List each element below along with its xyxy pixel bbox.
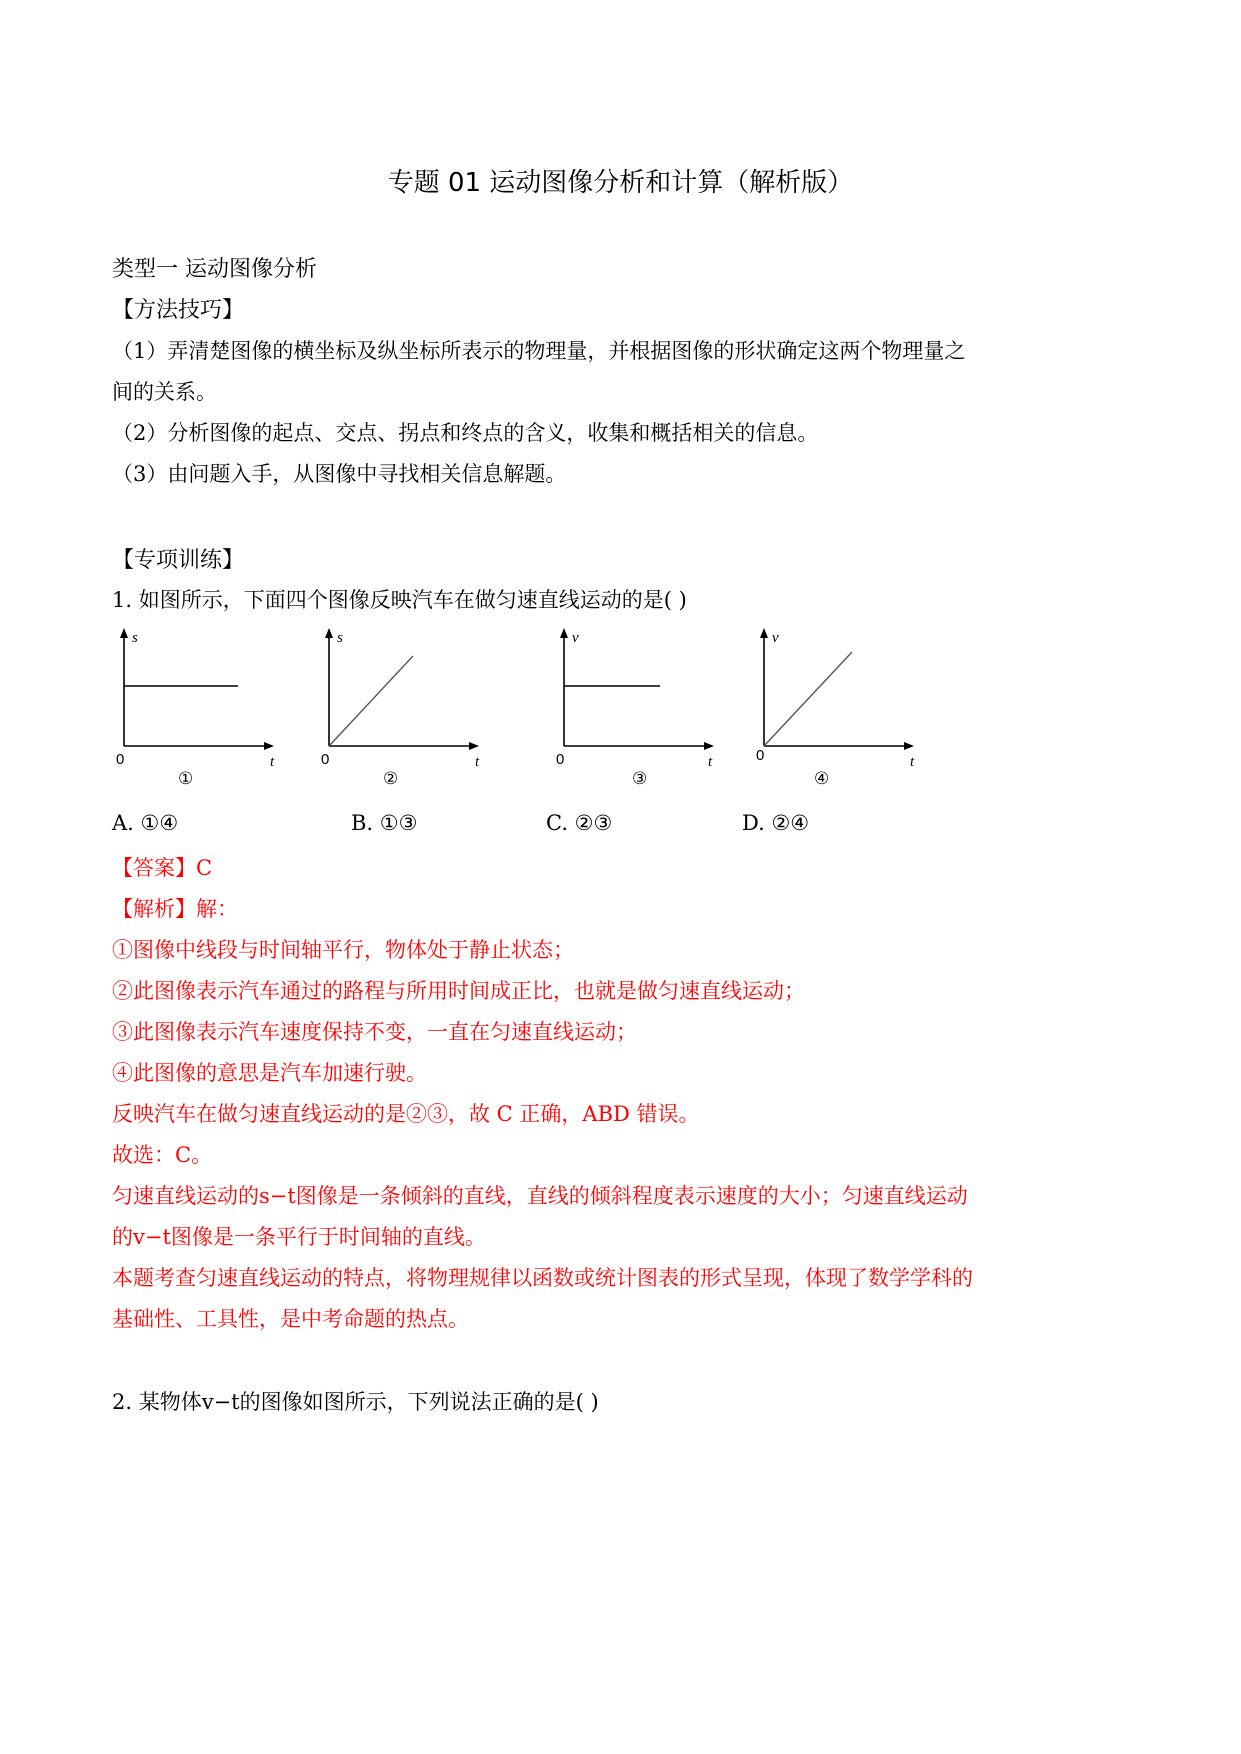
analysis-line: 本题考查匀速直线运动的特点，将物理规律以函数或统计图表的形式呈现，体现了数学学科的 — [112, 1266, 973, 1290]
x-axis-label: t — [708, 754, 713, 770]
graph-caption: ④ — [814, 769, 830, 788]
graph-2 — [313, 628, 483, 788]
option-a: A. ①④ — [112, 811, 179, 835]
option-c: C. ②③ — [546, 811, 613, 835]
analysis-line: ③此图像表示汽车速度保持不变，一直在匀速直线运动； — [112, 1020, 637, 1044]
analysis-line: 基础性、工具性，是中考命题的热点。 — [112, 1307, 469, 1331]
method-line: （1）弄清楚图像的横坐标及纵坐标所表示的物理量，并根据图像的形状确定这两个物理量之 — [112, 339, 966, 363]
answer: 【答案】C — [112, 856, 213, 880]
y-axis-label: v — [572, 630, 579, 646]
method-heading: 【方法技巧】 — [112, 298, 245, 323]
section-heading: 类型一 运动图像分析 — [112, 257, 317, 282]
analysis-line: 匀速直线运动的s−t图像是一条倾斜的直线，直线的倾斜程度表示速度的大小；匀速直线运动 — [112, 1184, 968, 1208]
x-axis-label: t — [270, 754, 275, 770]
analysis-line: ②此图像表示汽车通过的路程与所用时间成正比，也就是做匀速直线运动； — [112, 979, 805, 1003]
analysis-line: 【解析】解： — [112, 897, 238, 921]
analysis-line: ①图像中线段与时间轴平行，物体处于静止状态； — [112, 938, 574, 962]
analysis-line: 的v−t图像是一条平行于时间轴的直线。 — [112, 1225, 486, 1249]
origin-label: 0 — [116, 751, 125, 768]
analysis-line: ④此图像的意思是汽车加速行驶。 — [112, 1061, 427, 1085]
graph-line — [329, 656, 413, 746]
option-b: B. ①③ — [351, 811, 418, 835]
question-1-stem: 1. 如图所示，下面四个图像反映汽车在做匀速直线运动的是( ) — [112, 588, 687, 612]
graph-caption: ② — [383, 769, 399, 788]
graph-line — [764, 652, 852, 746]
page-title: 专题 01 运动图像分析和计算（解析版） — [387, 168, 854, 198]
question-2-stem: 2. 某物体v−t的图像如图所示，下列说法正确的是( ) — [112, 1390, 599, 1414]
origin-label: 0 — [756, 747, 765, 764]
option-d: D. ②④ — [742, 811, 810, 835]
method-line: （3）由问题入手，从图像中寻找相关信息解题。 — [112, 462, 567, 486]
graph-1 — [108, 628, 278, 788]
graph-3 — [548, 628, 718, 788]
graph-caption: ③ — [632, 769, 648, 788]
x-axis-label: t — [475, 754, 480, 770]
method-line: 间的关系。 — [112, 380, 217, 404]
method-line: （2）分析图像的起点、交点、拐点和终点的含义，收集和概括相关的信息。 — [112, 421, 819, 445]
origin-label: 0 — [556, 751, 565, 768]
x-axis-label: t — [910, 754, 915, 770]
y-axis-label: v — [772, 630, 779, 646]
y-axis-label: s — [132, 630, 138, 646]
graph-caption: ① — [178, 769, 194, 788]
y-axis-label: s — [337, 630, 343, 646]
origin-label: 0 — [321, 751, 330, 768]
analysis-line: 故选：C。 — [112, 1143, 213, 1167]
training-heading: 【专项训练】 — [112, 548, 245, 573]
analysis-line: 反映汽车在做匀速直线运动的是②③，故 C 正确，ABD 错误。 — [112, 1102, 700, 1126]
graph-4 — [748, 628, 918, 788]
